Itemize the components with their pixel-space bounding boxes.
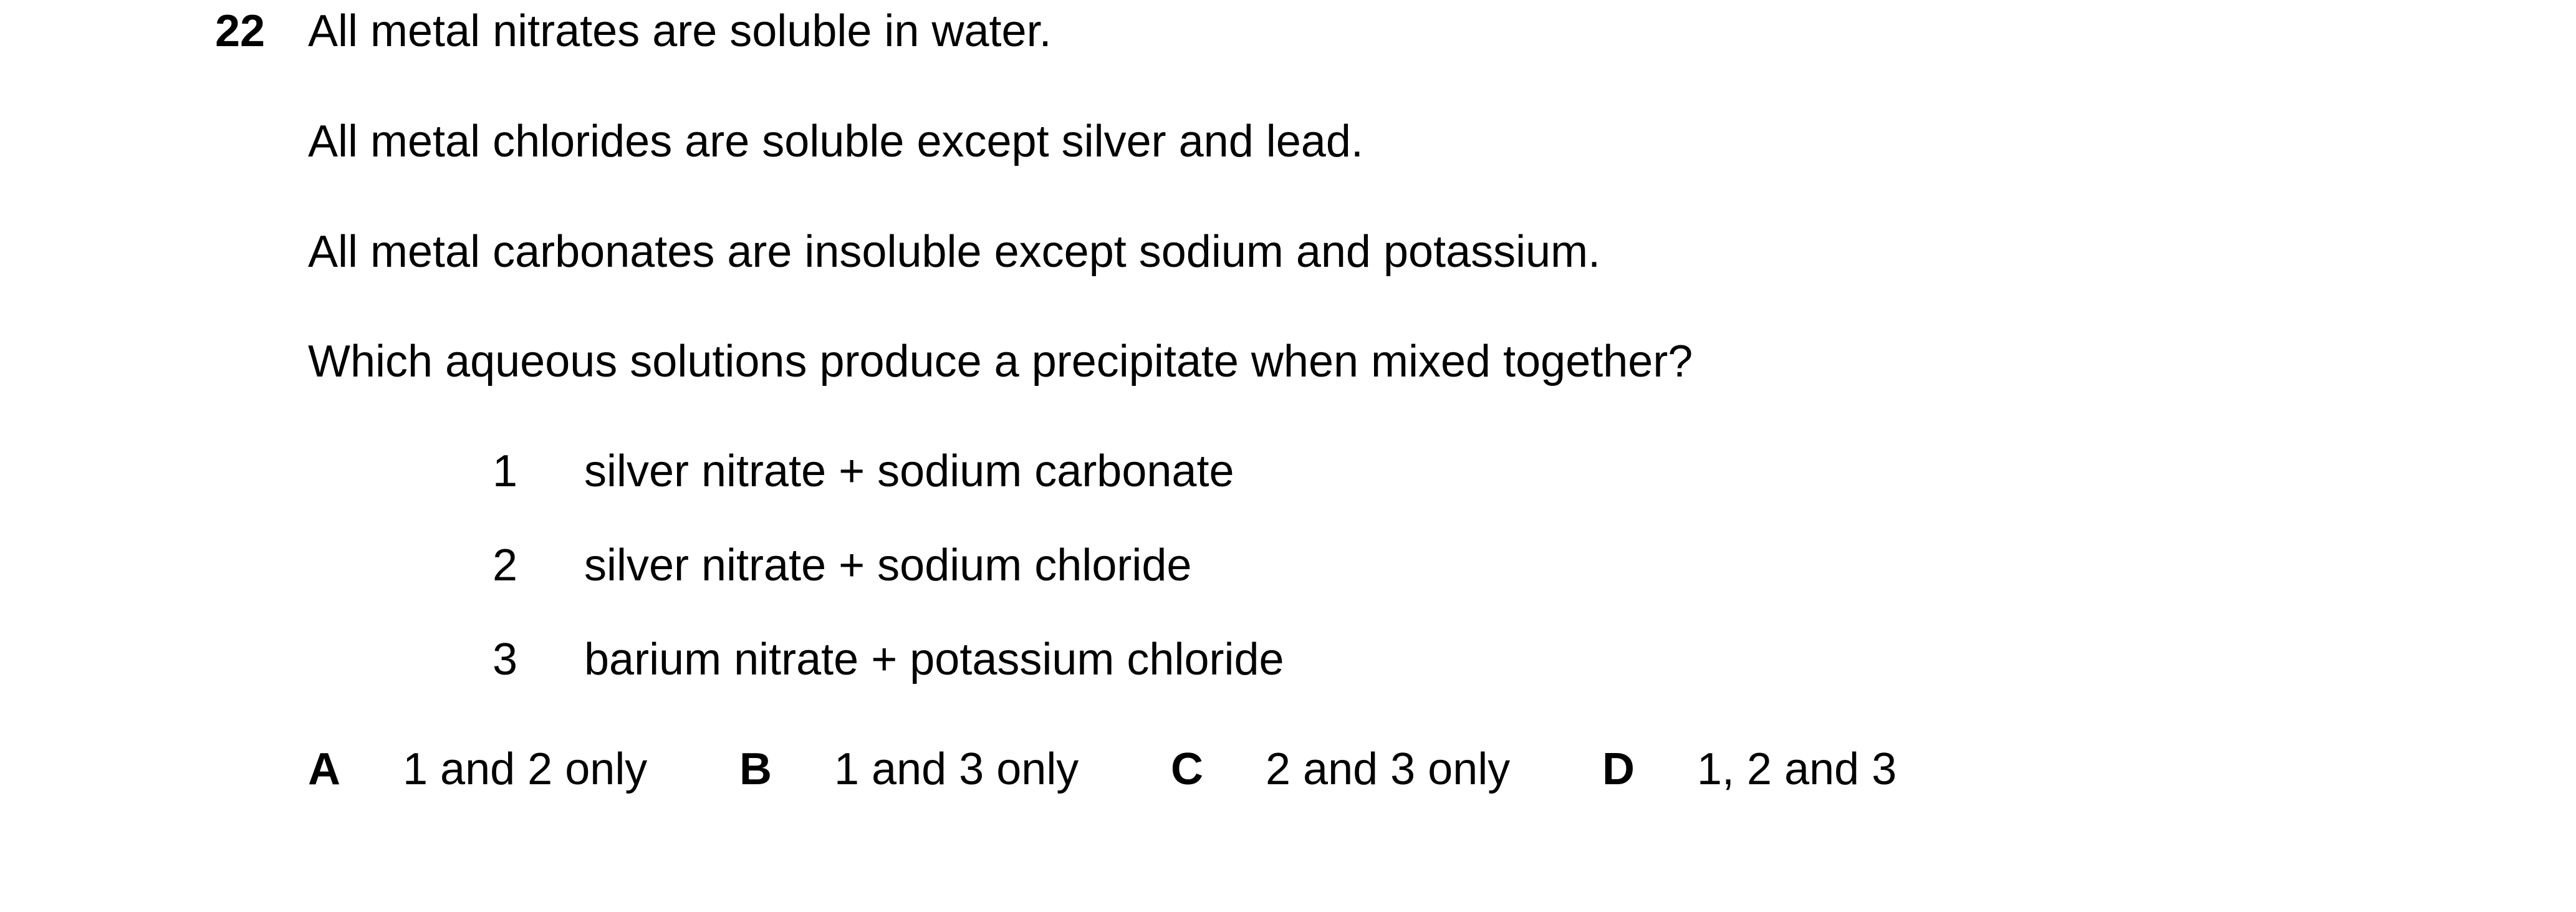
item-number: 3	[493, 635, 518, 684]
statement-chlorides: All metal chlorides are soluble except silver and lead.	[308, 117, 1363, 166]
question-prompt: Which aqueous solutions produce a precipitate when mixed together?	[308, 337, 1693, 386]
option-text: 1 and 3 only	[834, 744, 1079, 794]
option-letter: D	[1602, 744, 1635, 794]
option-letter: C	[1171, 744, 1203, 794]
option-letter: A	[308, 744, 340, 794]
item-text: barium nitrate + potassium chloride	[584, 635, 1284, 684]
item-text: silver nitrate + sodium carbonate	[584, 446, 1234, 496]
option-text: 2 and 3 only	[1266, 744, 1511, 794]
option-letter: B	[739, 744, 772, 794]
question-number: 22	[215, 6, 266, 56]
item-number: 2	[493, 540, 518, 590]
statement-carbonates: All metal carbonates are insoluble except sodium and potassium.	[308, 227, 1601, 277]
option-text: 1, 2 and 3	[1697, 744, 1897, 794]
list-item	[493, 534, 1191, 597]
item-text: silver nitrate + sodium chloride	[584, 540, 1192, 590]
list-item	[493, 628, 1284, 691]
list-item	[493, 440, 1234, 502]
option-text: 1 and 2 only	[403, 744, 648, 794]
item-number: 1	[493, 446, 518, 496]
statement-nitrates: All metal nitrates are soluble in water.	[308, 6, 1052, 56]
